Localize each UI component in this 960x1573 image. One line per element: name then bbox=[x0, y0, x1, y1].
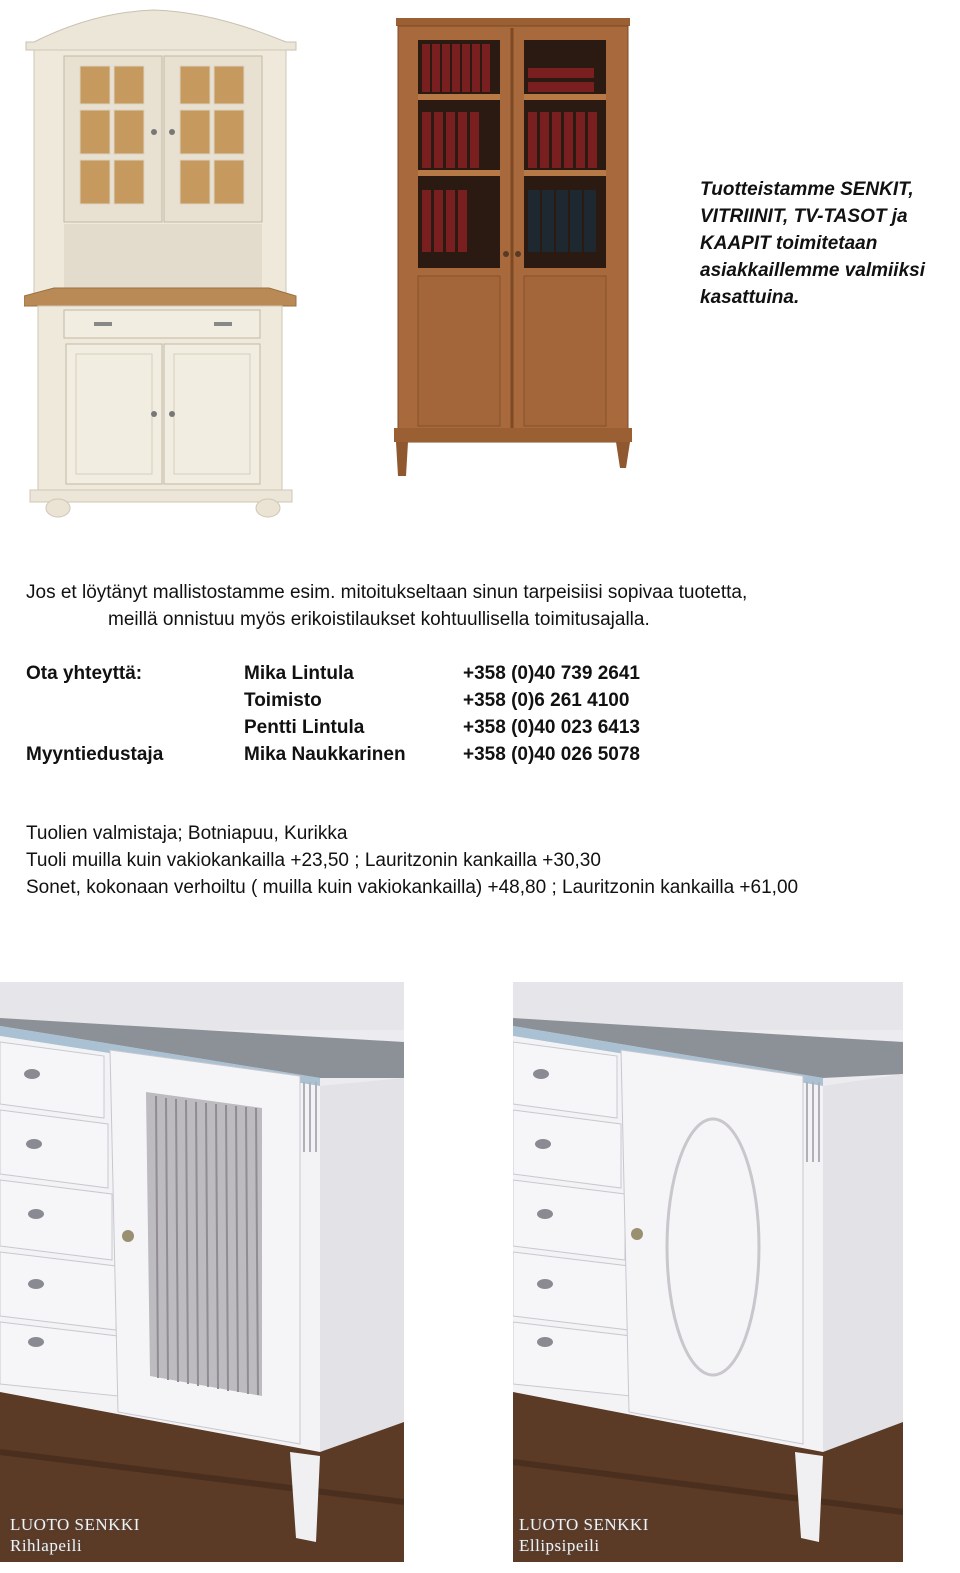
contact-table bbox=[26, 660, 726, 768]
right-caption-subtitle: Ellipsipeili bbox=[519, 1536, 600, 1555]
contact-name: Toimisto bbox=[244, 690, 322, 711]
luoto-senkki-ellipsipeili-photo bbox=[513, 982, 903, 1562]
contact-phone: +358 (0)40 739 2641 bbox=[463, 663, 640, 684]
manufacturer-line: Tuolien valmistaja; Botniapuu, Kurikka bbox=[26, 823, 348, 844]
corner-cabinet-image bbox=[24, 4, 299, 519]
custom-orders-paragraph bbox=[26, 579, 747, 633]
contact-name: Pentti Lintula bbox=[244, 717, 365, 738]
custom-orders-line-2: meillä onnistuu myös erikoistilaukset kohtuullisella toimitusajalla. bbox=[108, 609, 650, 630]
left-caption-title: LUOTO SENKKI bbox=[10, 1515, 140, 1534]
intro-text: Tuotteistamme SENKIT, VITRIINIT, TV-TASOT ja KAAPIT toimitetaan asiakkaillemme valmiiksi kasattuina. bbox=[700, 179, 925, 308]
left-photo-caption bbox=[10, 1514, 140, 1556]
contact-phone: +358 (0)6 261 4100 bbox=[463, 690, 630, 711]
chair-price-line: Tuoli muilla kuin vakiokankailla +23,50 ; Lauritzonin kankailla +30,30 bbox=[26, 850, 601, 871]
contact-phone: +358 (0)40 026 5078 bbox=[463, 744, 640, 765]
contact-phone: +358 (0)40 023 6413 bbox=[463, 717, 640, 738]
contact-row bbox=[26, 687, 726, 714]
custom-orders-line-1: Jos et löytänyt mallistostamme esim. mitoitukseltaan sinun tarpeisiisi sopivaa tuotetta, bbox=[26, 582, 748, 603]
contact-label: Ota yhteyttä: bbox=[26, 663, 143, 684]
contact-label: Myyntiedustaja bbox=[26, 744, 164, 765]
contact-row bbox=[26, 714, 726, 741]
contact-row bbox=[26, 741, 726, 768]
left-caption-subtitle: Rihlapeili bbox=[10, 1536, 83, 1555]
oak-bookcase-image bbox=[394, 18, 632, 480]
manufacturer-info bbox=[26, 820, 798, 901]
contact-name: Mika Naukkarinen bbox=[244, 744, 406, 765]
contact-name: Mika Lintula bbox=[244, 663, 354, 684]
sonet-price-line: Sonet, kokonaan verhoiltu ( muilla kuin vakiokankailla) +48,80 ; Lauritzonin kankailla +61,00 bbox=[26, 877, 799, 898]
right-photo-caption bbox=[519, 1514, 649, 1556]
luoto-senkki-rihlapeili-photo bbox=[0, 982, 404, 1562]
right-caption-title: LUOTO SENKKI bbox=[519, 1515, 649, 1534]
contact-row bbox=[26, 660, 726, 687]
